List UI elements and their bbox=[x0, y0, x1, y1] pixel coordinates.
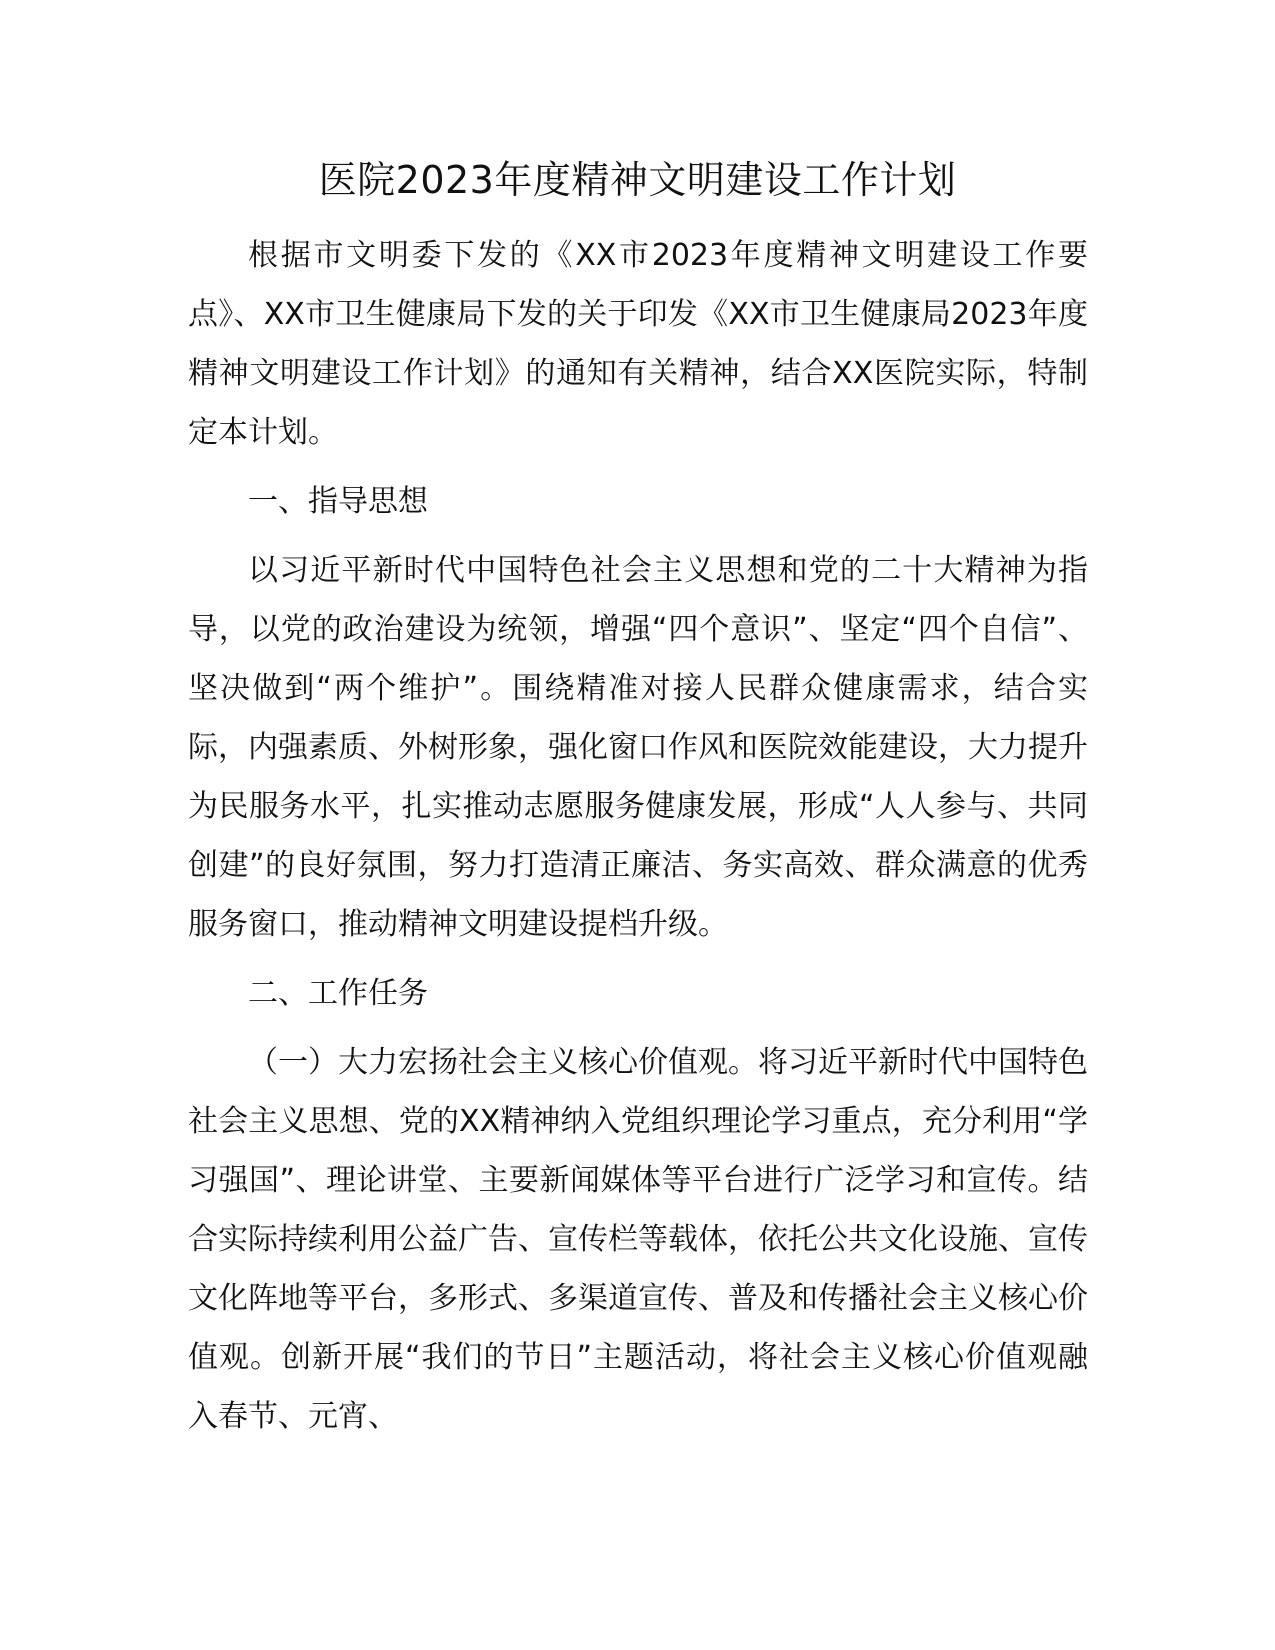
document-title: 医院2023年度精神文明建设工作计划 bbox=[318, 158, 957, 202]
section-heading-guiding-thought: 一、指导思想 bbox=[248, 484, 428, 519]
section-heading-work-tasks: 二、工作任务 bbox=[248, 976, 428, 1011]
document-body bbox=[188, 226, 1088, 1446]
intro-paragraph: 根据市文明委下发的《XX市2023年度精神文明建设工作要点》、XX市卫生健康局下发的关于印发《XX市卫生健康局2023年度精神文明建设工作计划》的通知有关精神，结合XX医院实际，特制定本计划。 bbox=[188, 238, 1088, 450]
guiding-thought-paragraph: 以习近平新时代中国特色社会主义思想和党的二十大精神为指导，以党的政治建设为统领，增强“四个意识”、坚定“四个自信”、坚决做到“两个维护”。围绕精准对接人民群众健康需求，结合实际，内强素质、外树形象，强化窗口作风和医院效能建设，大力提升为民服务水平，扎实推动志愿服务健康发展，形成“人人参与、共同创建”的良好氛围，努力打造清正廉洁、务实高效、群众满意的优秀服务窗口，推动精神文明建设提档升级。 bbox=[188, 553, 1088, 942]
work-task-item-1: （一）大力宏扬社会主义核心价值观。将习近平新时代中国特色社会主义思想、党的XX精神纳入党组织理论学习重点，充分利用“学习强国”、理论讲堂、主要新闻媒体等平台进行广泛学习和宣传。结合实际持续利用公益广告、宣传栏等载体，依托公共文化设施、宣传文化阵地等平台，多形式、多渠道宣传、普及和传播社会主义核心价值观。创新开展“我们的节日”主题活动，将社会主义核心价值观融入春节、元宵、 bbox=[188, 1045, 1088, 1434]
